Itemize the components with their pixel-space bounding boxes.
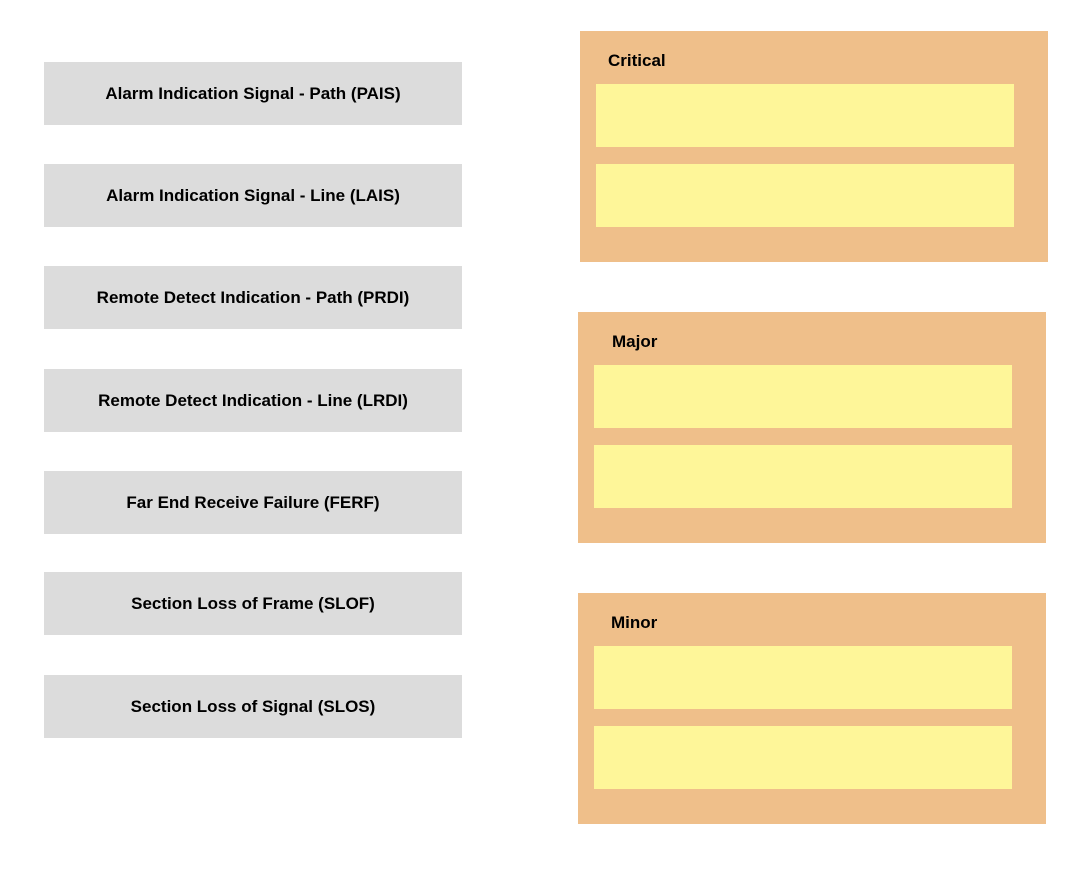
category-title-minor: Minor (611, 613, 658, 632)
category-title-critical: Critical (608, 51, 666, 70)
category-minor (578, 593, 1046, 824)
category-critical (580, 31, 1048, 262)
drag-item-prdi[interactable]: Remote Detect Indication - Path (PRDI) (44, 266, 462, 329)
drag-item-pais[interactable]: Alarm Indication Signal - Path (PAIS) (44, 62, 462, 125)
drag-item-slof[interactable]: Section Loss of Frame (SLOF) (44, 572, 462, 635)
drop-slot-major-1[interactable] (594, 365, 1012, 428)
drag-item-lais[interactable]: Alarm Indication Signal - Line (LAIS) (44, 164, 462, 227)
drop-slot-major-2[interactable] (594, 445, 1012, 508)
drop-slot-minor-1[interactable] (594, 646, 1012, 709)
drag-item-ferf[interactable]: Far End Receive Failure (FERF) (44, 471, 462, 534)
category-title-major: Major (612, 332, 658, 351)
drop-slot-critical-2[interactable] (596, 164, 1014, 227)
drag-item-slos[interactable]: Section Loss of Signal (SLOS) (44, 675, 462, 738)
drop-slot-critical-1[interactable] (596, 84, 1014, 147)
drag-item-lrdi[interactable]: Remote Detect Indication - Line (LRDI) (44, 369, 462, 432)
category-major (578, 312, 1046, 543)
drop-slot-minor-2[interactable] (594, 726, 1012, 789)
